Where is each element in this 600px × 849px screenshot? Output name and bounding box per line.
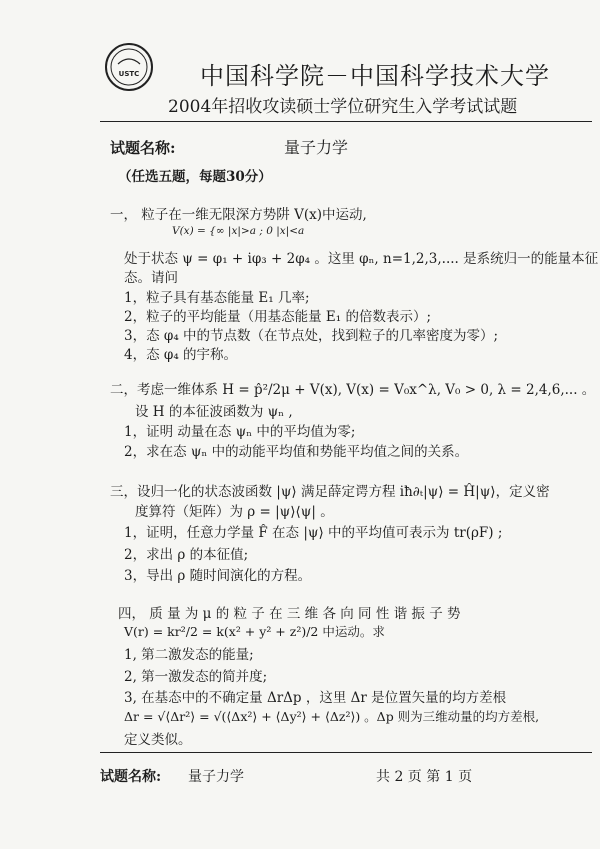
q3-title: 三，设归一化的状态波函数 |ψ⟩ 满足薛定谔方程 iħ∂ₜ|ψ⟩ = Ĥ|ψ⟩，定义密 bbox=[110, 484, 550, 500]
q3-item-3: 3，导出 ρ 随时间演化的方程。 bbox=[124, 568, 312, 584]
q1-item-1: 1，粒子具有基态能量 E₁ 几率; bbox=[124, 290, 310, 306]
header-subtitle: 2004年招收攻读硕士学位研究生入学考试试题 bbox=[168, 97, 518, 117]
q2-item-2: 2，求在态 ψₙ 中的动能平均值和势能平均值之间的关系。 bbox=[124, 444, 469, 460]
q1-line1: 处于状态 ψ = φ₁ + iφ₃ + 2φ₄ 。这里 φₙ, n=1,2,3,.... 是系统归一的能量本征 bbox=[124, 251, 599, 267]
exam-name-label: 试题名称: bbox=[110, 139, 176, 157]
q1-title: 一， 粒子在一维无限深方势阱 V(x)中运动, bbox=[110, 207, 367, 223]
q1-item-2: 2，粒子的平均能量（用基态能量 E₁ 的倍数表示）; bbox=[124, 309, 431, 325]
exam-subject: 量子力学 bbox=[284, 138, 349, 157]
footer-pages: 共 2 页 第 1 页 bbox=[376, 769, 473, 785]
q4-line1: V(r) = kr²/2 = k(x² + y² + z²)/2 中运动。求 bbox=[124, 624, 385, 639]
q4-title: 四， 质 量 为 μ 的 粒 子 在 三 维 各 向 同 性 谐 振 子 势 bbox=[118, 606, 461, 622]
footer-name-label: 试题名称: bbox=[100, 769, 162, 785]
q1-item-4: 4，态 φ₄ 的宇称。 bbox=[124, 347, 238, 363]
q2-title: 二，考虑一维体系 H = p̂²/2μ + V(x), V(x) = V₀x^λ, V₀ > 0, λ = 2,4,6,... 。 bbox=[110, 382, 596, 398]
q4-item-1: 1, 第二激发态的能量; bbox=[124, 647, 254, 663]
q1-item-3: 3，态 φ₄ 中的节点数（在节点处，找到粒子的几率密度为零）; bbox=[124, 328, 499, 344]
footer-subject: 量子力学 bbox=[188, 769, 244, 785]
q4-line2: Δr = √⟨Δr²⟩ = √(⟨Δx²⟩ + ⟨Δy²⟩ + ⟨Δz²⟩) 。Δp 则为三维动量的均方差根, bbox=[124, 709, 540, 724]
q2-item-1: 1，证明 动量在态 ψₙ 中的平均值为零; bbox=[124, 424, 356, 440]
q4-item-2: 2, 第一激发态的简并度; bbox=[124, 669, 268, 685]
seal-text: USTC bbox=[118, 70, 140, 78]
q3-item-1: 1，证明，任意力学量 F̂ 在态 |ψ⟩ 中的平均值可表示为 tr(ρF) ; bbox=[124, 525, 503, 541]
footer-rule bbox=[100, 752, 592, 753]
q4-line3: 定义类似。 bbox=[124, 732, 192, 748]
q3-line1: 度算符（矩阵）为 ρ = |ψ⟩⟨ψ| 。 bbox=[135, 504, 334, 520]
q1-potential: V(x) = {∞ |x|>a ; 0 |x|<a bbox=[172, 225, 305, 237]
header-rule bbox=[100, 121, 592, 122]
exam-instructions: （任选五题，每题30分） bbox=[118, 169, 272, 185]
header-title: 中国科学院－中国科学技术大学 bbox=[200, 62, 550, 90]
q4-item-3: 3, 在基态中的不确定量 ΔrΔp ，这里 Δr 是位置矢量的均方差根 bbox=[124, 690, 507, 706]
q1-line2: 态。请问 bbox=[124, 270, 178, 286]
q2-line1: 设 H 的本征波函数为 ψₙ , bbox=[135, 404, 293, 420]
university-seal-logo bbox=[104, 42, 154, 92]
q3-item-2: 2，求出 ρ 的本征值; bbox=[124, 547, 249, 563]
